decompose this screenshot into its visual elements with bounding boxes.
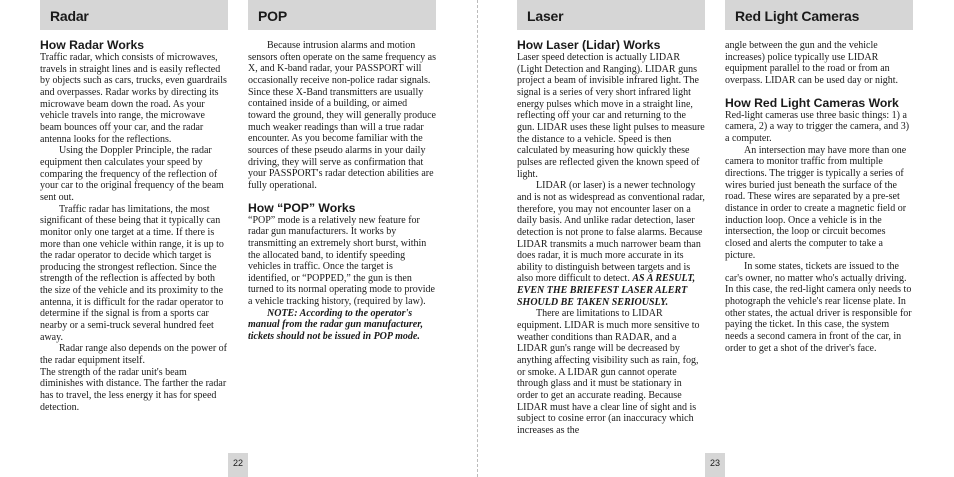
section-heading: How “POP” Works [248, 200, 356, 215]
paragraph: In some states, tickets are issued to the car's owner, no matter who's actually driving. In this case, the red-light camera only needs to photograph the vehicle's rear license plate. In other states, the actual driver is responsible for paying the ticket. In this case, the system needs a second camera in front of the car, in order to get a shot of the driver's face. [725, 261, 912, 354]
red-light-column [725, 40, 913, 354]
paragraph: There are limitations to LIDAR equipment. LIDAR is much more sensitive to weather conditions than RADAR, and a LIDAR gun's range will be decreased by anything affecting visibility such as rain, fog, or smoke. A LIDAR gun cannot operate through glass and it must be stationary in order to get an accurate reading. Because LIDAR must have a clear line of sight and is subject to cosine error (an inaccuracy which increases as the [517, 308, 700, 436]
paragraph: The strength of the radar unit's beam diminishes with distance. The farther the radar has to travel, the less energy it has for speed detection. [40, 366, 227, 413]
paragraph: “POP” mode is a relatively new feature for radar gun manufacturers. It works by transmitting an extremely short burst, within the allocated band, to identify speeding vehicles in traffic. Once the target is identified, or “POPPED,” the gun is then turned to its normal operating mode to provide a vehicle tracking history, (required by law). [248, 214, 435, 308]
laser-alert-emphasis: AS A RESULT, EVEN THE BRIEFEST LASER ALERT SHOULD BE TAKEN SERIOUSLY. [517, 273, 696, 308]
header-red-light-cameras [725, 0, 913, 30]
section-heading: How Red Light Cameras Work [725, 95, 899, 110]
header-laser-label: Laser [527, 8, 564, 24]
paragraph: Radar range also depends on the power of the radar equipment itself. [40, 343, 227, 367]
header-red-light-label: Red Light Cameras [735, 8, 860, 24]
paragraph: Using the Doppler Principle, the radar equipment then calculates your speed by comparing the frequency of the reflection of your car to the original frequency of the beam sent out. [40, 145, 224, 203]
paragraph-text: LIDAR (or laser) is a newer technology and is not as widespread as conventional radar, therefore, you may not encounter laser on a daily basis. And unlike radar detection, laser detection is not prone to false alarms. Because LIDAR transmits a much narrower beam than does radar, it is much more accurate in its ability to distinguish between targets and is also more difficult to detect. [517, 180, 705, 285]
paragraph: An intersection may have more than one camera to monitor traffic from multiple directions. The trigger is typically a series of wires buried just beneath the surface of the road. These wires are separated by a pre-set distance in order to create a magnetic field or induction loop. Once a vehicle is in the intersection, the loop or circuit becomes closed and alerts the computer to take a picture. [725, 144, 907, 261]
header-pop [248, 0, 436, 30]
header-laser [517, 0, 705, 30]
section-heading: How Laser (Lidar) Works [517, 38, 661, 52]
header-radar-label: Radar [50, 8, 89, 24]
page-number: 23 [705, 453, 725, 477]
header-pop-label: POP [258, 8, 287, 24]
radar-column [40, 38, 228, 413]
header-radar [40, 0, 228, 30]
page-gutter-divider [477, 0, 478, 477]
pop-column [248, 40, 436, 343]
laser-column [517, 38, 705, 437]
paragraph: Red-light cameras use three basic things: 1) a camera, 2) a way to trigger the camera, and 3) a computer. [725, 109, 910, 144]
section-heading: How Radar Works [40, 38, 145, 52]
page-number: 22 [228, 453, 248, 477]
paragraph: Laser speed detection is actually LIDAR (Light Detection and Ranging). LIDAR guns project a beam of invisible infrared light. The signal is a series of very short infrared light energy pulses which move in a straight line, reflecting off your car and returning to the gun. LIDAR uses these light pulses to measure the distance to a vehicle. Speed is then calculated by measuring how quickly these pulses are reflected given the known speed of light. [517, 52, 705, 180]
paragraph: angle between the gun and the vehicle increases) police typically use LIDAR equipment parallel to the road or from an overpass. LIDAR can be used day or night. [725, 40, 899, 86]
paragraph: Because intrusion alarms and motion sensors often operate on the same frequency as X, and K-band radar, your PASSPORT will occasionally receive non-police radar signals. Since these X-Band transmitters are usually contained inside of a building, or aimed toward the ground, they will generally produce much weaker readings than will a true radar encounter. As you become familiar with the sources of these pseudo alarms in your daily driving, they will serve as confirmation that your PASSPORT's radar detection abilities are fully operational. [248, 40, 436, 191]
paragraph: Traffic radar has limitations, the most significant of these being that it typically can monitor only one target at a time. If there is more than one vehicle within range, it is up to the radar operator to decide which target is producing the strongest reflection. Since the strength of the reflection is affected by both the size of the vehicle and its proximity to the antenna, it is difficult for the radar operator to determine if the signal is from a sports car nearby or a semi-truck several hundred feet away. [40, 203, 224, 343]
pop-note: NOTE: According to the operator's manual from the radar gun manufacturer, tickets should not be issued in POP mode. [248, 307, 424, 343]
paragraph: Traffic radar, which consists of microwaves, travels in straight lines and is easily reflected by objects such as cars, trucks, even guardrails and overpasses. Radar works by directing its microwave beam down the road. As your vehicle travels into range, the microwave beam bounces off your car, and the radar antenna looks for the reflections. [40, 52, 227, 145]
paragraph [517, 180, 705, 308]
